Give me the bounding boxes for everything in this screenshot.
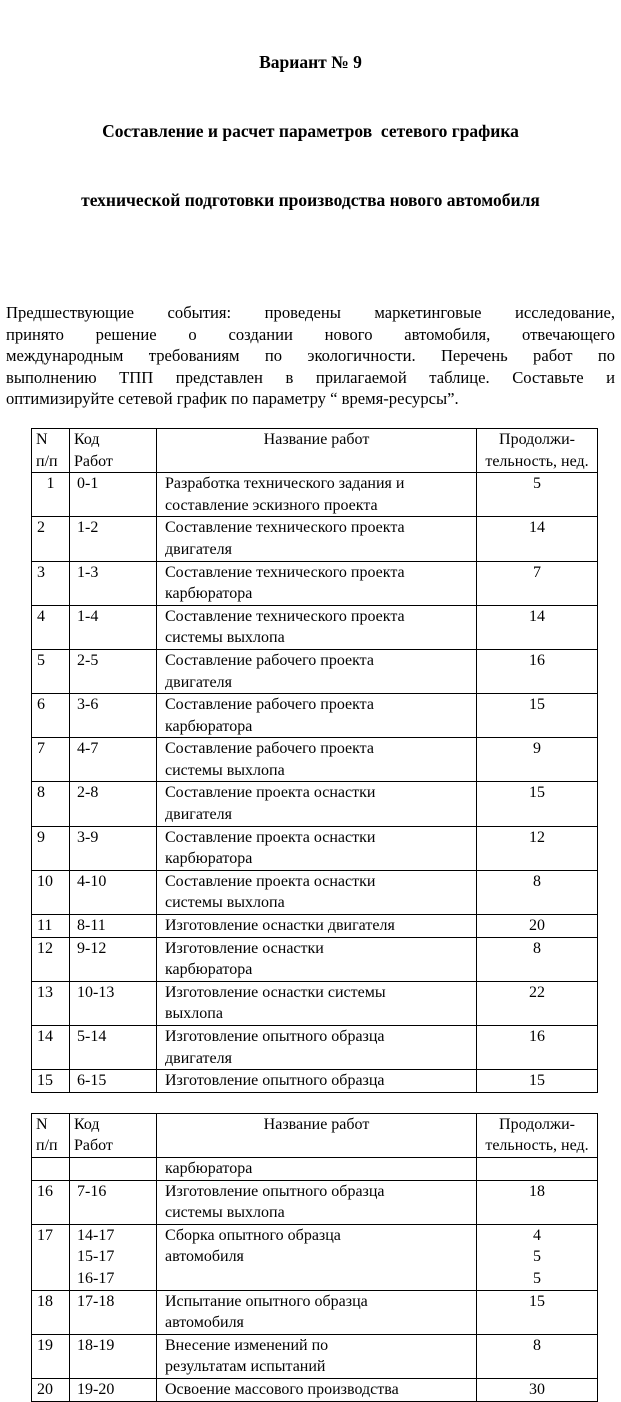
cell-line: 6 (37, 696, 45, 714)
row-number-cell (32, 1290, 70, 1334)
cell-line: тельность, нед. (485, 1137, 589, 1155)
cell-line: Код (74, 1115, 100, 1133)
cell-line: системы выхлопа (165, 761, 285, 779)
cell-line: п/п (36, 1137, 58, 1155)
cell-line: Составление проекта оснастки (165, 784, 376, 802)
table-row (32, 1157, 598, 1180)
cell-line: 2 (37, 519, 45, 537)
intro-line: международным требованиям по экологичности. Перечень работ по (6, 346, 615, 366)
work-name-cell (157, 1290, 477, 1334)
cell-line: Составление рабочего проекта (165, 696, 374, 714)
work-code-cell (70, 561, 157, 605)
work-code-cell (70, 1157, 157, 1180)
cell-line: 10-13 (77, 983, 115, 1001)
cell-line: Составление технического проекта (165, 607, 405, 625)
cell-line: 2-8 (77, 784, 99, 802)
column-header (32, 428, 70, 472)
table-row (32, 826, 598, 870)
cell-line: 1 (46, 475, 55, 493)
work-name-cell (157, 1026, 477, 1070)
table-row (32, 915, 598, 938)
row-number-cell (32, 473, 70, 517)
cell-line (77, 1158, 152, 1180)
cell-line: Изготовление опытного образца (165, 1028, 385, 1045)
intro-line: принято решение о создании нового автомобиля, отвечающего (6, 324, 615, 344)
cell-line: 18 (37, 1292, 53, 1310)
intro-line: Предшествующие события: проведены маркетинговые исследование, (6, 303, 615, 322)
cell-line: 8 (533, 872, 541, 890)
title-line-2: Составление и расчет параметров сетевого графика (102, 121, 519, 141)
duration-cell (477, 561, 598, 605)
cell-line: двигателя (165, 540, 232, 558)
work-code-cell (70, 826, 157, 870)
cell-line: 16 (529, 1028, 545, 1045)
duration-cell (477, 782, 598, 826)
duration-cell (477, 1290, 598, 1334)
cell-line: 11 (37, 917, 53, 935)
cell-line: 13 (37, 983, 53, 1001)
work-name-cell (157, 738, 477, 782)
work-code-cell (70, 473, 157, 517)
work-name-cell (157, 981, 477, 1025)
cell-line: системы выхлопа (165, 1204, 285, 1222)
cell-line: 2-5 (77, 651, 99, 669)
work-name-cell (157, 694, 477, 738)
cell-line: 16-17 (77, 1269, 115, 1287)
column-header (70, 1113, 157, 1157)
cell-line: 15 (529, 784, 545, 802)
table-row (32, 1290, 598, 1334)
works-table-2 (31, 1113, 598, 1402)
work-name-cell (157, 826, 477, 870)
table-row (32, 937, 598, 981)
works-table-2-head (32, 1113, 598, 1157)
work-name-cell (157, 937, 477, 981)
cell-line: Составление рабочего проекта (165, 651, 374, 669)
header-row (32, 428, 598, 472)
work-name-cell (157, 1157, 477, 1180)
cell-line: 15 (37, 1072, 53, 1090)
cell-line: Составление технического проекта (165, 519, 405, 537)
cell-line: тельность, нед. (485, 452, 589, 470)
column-header (32, 1113, 70, 1157)
work-code-cell (70, 517, 157, 561)
cell-line: Внесение изменений по (165, 1336, 329, 1354)
title-variant-line: Вариант № 9 (259, 52, 362, 72)
cell-line: 4-10 (77, 872, 107, 890)
row-number-cell (32, 1026, 70, 1070)
row-number-cell (32, 694, 70, 738)
cell-line: Составление технического проекта (165, 563, 405, 581)
work-code-cell (70, 981, 157, 1025)
work-code-cell (70, 1070, 157, 1093)
duration-cell (477, 1180, 598, 1224)
duration-cell (477, 1026, 598, 1070)
table-row (32, 981, 598, 1025)
duration-cell (477, 870, 598, 914)
cell-line: Освоение массового производства (165, 1380, 399, 1398)
cell-line: 18-19 (77, 1336, 115, 1354)
cell-line: выхлопа (165, 1005, 223, 1023)
table-row (32, 1334, 598, 1378)
cell-line: 14-17 (77, 1226, 115, 1244)
cell-line: 5-14 (77, 1028, 107, 1045)
row-number-cell (32, 870, 70, 914)
cell-line: Разработка технического задания и (165, 475, 405, 493)
cell-line: 8 (533, 939, 541, 957)
cell-line: 5 (533, 1269, 541, 1287)
row-number-cell (32, 517, 70, 561)
cell-line: 14 (529, 607, 545, 625)
cell-line: 15-17 (77, 1248, 115, 1266)
cell-line: N (36, 1115, 48, 1133)
column-header (477, 1113, 598, 1157)
table-row (32, 1224, 598, 1290)
work-name-cell (157, 1334, 477, 1378)
duration-cell (477, 694, 598, 738)
cell-line: 7-16 (77, 1182, 107, 1200)
table-row (32, 561, 598, 605)
cell-line: 20 (529, 917, 545, 935)
cell-line: Работ (74, 1137, 113, 1155)
duration-cell (477, 1157, 598, 1180)
row-number-cell (32, 1157, 70, 1180)
cell-line: 20 (37, 1380, 53, 1398)
cell-line: 3 (37, 563, 45, 581)
row-number-cell (32, 1224, 70, 1290)
cell-line: Составление проекта оснастки (165, 872, 376, 890)
cell-line: Продолжи- (499, 430, 575, 448)
cell-line: 14 (529, 519, 545, 537)
table-row (32, 694, 598, 738)
cell-line: 17 (37, 1226, 53, 1244)
cell-line: 3-6 (77, 696, 99, 714)
table-row (32, 782, 598, 826)
work-name-cell (157, 870, 477, 914)
cell-line: 1-3 (77, 563, 99, 581)
work-name-cell (157, 1224, 477, 1290)
duration-cell (477, 1070, 598, 1093)
cell-line: системы выхлопа (165, 894, 285, 912)
work-code-cell (70, 1334, 157, 1378)
work-code-cell (70, 1290, 157, 1334)
cell-line: карбюратора (165, 850, 253, 868)
table-row (32, 1180, 598, 1224)
cell-line: карбюратора (165, 585, 253, 603)
work-name-cell (157, 649, 477, 693)
cell-line: составление эскизного проекта (165, 496, 378, 514)
table-row (32, 649, 598, 693)
work-code-cell (70, 738, 157, 782)
table-row (32, 1378, 598, 1401)
cell-line (37, 1158, 65, 1180)
duration-cell (477, 473, 598, 517)
cell-line: системы выхлопа (165, 629, 285, 647)
cell-line: 8 (533, 1336, 541, 1354)
cell-line: двигателя (165, 673, 232, 691)
cell-line: 7 (533, 563, 541, 581)
cell-line: Изготовление оснастки системы (165, 983, 386, 1001)
cell-line: 8 (37, 784, 45, 802)
work-code-cell (70, 1026, 157, 1070)
cell-line: 5 (533, 1248, 541, 1266)
cell-line: Изготовление опытного образца (165, 1182, 385, 1200)
cell-line: 15 (529, 1072, 545, 1090)
row-number-cell (32, 649, 70, 693)
header-row (32, 1113, 598, 1157)
row-number-cell (32, 782, 70, 826)
cell-line: карбюратора (165, 1159, 253, 1177)
cell-line: автомобиля (165, 1314, 244, 1332)
work-code-cell (70, 694, 157, 738)
column-header (70, 428, 157, 472)
row-number-cell (32, 605, 70, 649)
cell-line: Название работ (263, 430, 370, 448)
cell-line: Испытание опытного образца (165, 1292, 368, 1310)
cell-line: двигателя (165, 806, 232, 824)
row-number-cell (32, 561, 70, 605)
duration-cell (477, 937, 598, 981)
row-number-cell (32, 1180, 70, 1224)
cell-line: 17-18 (77, 1292, 115, 1310)
cell-line: результатам испытаний (165, 1358, 326, 1376)
cell-line: 6-15 (77, 1072, 107, 1090)
cell-line: 8-11 (77, 917, 106, 935)
cell-line: 12 (529, 828, 545, 846)
cell-line: 14 (37, 1028, 53, 1045)
cell-line: карбюратора (165, 961, 253, 979)
work-name-cell (157, 517, 477, 561)
cell-line: 19 (37, 1336, 53, 1354)
table-row (32, 473, 598, 517)
cell-line: Изготовление оснастки (165, 939, 324, 957)
title-line-3: технической подготовки производства нового автомобиля (81, 190, 540, 210)
cell-line: 9 (37, 828, 45, 846)
cell-line: 1-4 (77, 607, 99, 625)
column-header (477, 428, 598, 472)
duration-cell (477, 517, 598, 561)
work-name-cell (157, 605, 477, 649)
work-name-cell (157, 561, 477, 605)
row-number-cell (32, 738, 70, 782)
works-table-1-head (32, 428, 598, 472)
cell-line: 5 (533, 475, 541, 493)
cell-line: Составление рабочего проекта (165, 740, 374, 758)
duration-cell (477, 649, 598, 693)
works-table-1-body (32, 473, 598, 1093)
works-table-1 (31, 428, 598, 1093)
duration-cell (477, 915, 598, 938)
table-row (32, 870, 598, 914)
row-number-cell (32, 826, 70, 870)
cell-line: 15 (529, 1292, 545, 1310)
work-code-cell (70, 605, 157, 649)
cell-line: N (36, 430, 48, 448)
cell-line: 4-7 (77, 740, 99, 758)
intro-line: выполнению ТПП представлен в прилагаемой таблице. Составьте и (6, 367, 615, 387)
intro-line: оптимизируйте сетевой график по параметру “ время-ресурсы”. (6, 389, 459, 409)
cell-line: Код (74, 430, 100, 448)
row-number-cell (32, 1070, 70, 1093)
cell-line: 12 (37, 939, 53, 957)
cell-line: 9-12 (77, 939, 107, 957)
work-name-cell (157, 1180, 477, 1224)
row-number-cell (32, 915, 70, 938)
work-code-cell (70, 782, 157, 826)
cell-line: 16 (529, 651, 545, 669)
cell-line: 30 (529, 1380, 545, 1398)
cell-line: двигателя (165, 1049, 232, 1067)
works-table-2-body (32, 1157, 598, 1401)
duration-cell (477, 738, 598, 782)
work-name-cell (157, 473, 477, 517)
row-number-cell (32, 937, 70, 981)
row-number-cell (32, 1378, 70, 1401)
cell-line: 9 (533, 740, 541, 758)
column-header (157, 428, 477, 472)
cell-line: 5 (37, 651, 45, 669)
duration-cell (477, 1334, 598, 1378)
work-name-cell (157, 1378, 477, 1401)
table-row (32, 1070, 598, 1093)
cell-line: 16 (37, 1182, 53, 1200)
work-name-cell (157, 915, 477, 938)
cell-line: Изготовление опытного образца (165, 1072, 385, 1090)
cell-line: 4 (533, 1226, 541, 1244)
table-row (32, 1026, 598, 1070)
work-code-cell (70, 915, 157, 938)
work-code-cell (70, 1378, 157, 1401)
document-title (0, 0, 621, 258)
cell-line: 19-20 (77, 1380, 115, 1398)
duration-cell (477, 605, 598, 649)
cell-line: Название работ (263, 1115, 370, 1133)
cell-line: 7 (37, 740, 45, 758)
duration-cell (477, 826, 598, 870)
table-row (32, 517, 598, 561)
cell-line: 3-9 (77, 828, 99, 846)
cell-line: Составление проекта оснастки (165, 828, 376, 846)
cell-line: автомобиля (165, 1248, 244, 1266)
work-code-cell (70, 1224, 157, 1290)
cell-line: Изготовление оснастки двигателя (165, 917, 395, 935)
work-code-cell (70, 870, 157, 914)
cell-line: Продолжи- (499, 1115, 575, 1133)
work-code-cell (70, 649, 157, 693)
cell-line (481, 1158, 593, 1180)
cell-line: Сборка опытного образца (165, 1226, 341, 1244)
work-code-cell (70, 937, 157, 981)
cell-line: п/п (36, 452, 58, 470)
duration-cell (477, 1224, 598, 1290)
cell-line: 1-2 (77, 519, 99, 537)
work-name-cell (157, 1070, 477, 1093)
cell-line: 4 (37, 607, 45, 625)
table-row (32, 605, 598, 649)
cell-line: 15 (529, 696, 545, 714)
work-name-cell (157, 782, 477, 826)
cell-line: 22 (529, 983, 545, 1001)
table-row (32, 738, 598, 782)
cell-line: 10 (37, 872, 53, 890)
duration-cell (477, 981, 598, 1025)
cell-line: 18 (529, 1182, 545, 1200)
cell-line: карбюратора (165, 717, 253, 735)
duration-cell (477, 1378, 598, 1401)
row-number-cell (32, 1334, 70, 1378)
cell-line: 0-1 (77, 475, 99, 493)
intro-paragraph (6, 302, 615, 410)
work-code-cell (70, 1180, 157, 1224)
column-header (157, 1113, 477, 1157)
row-number-cell (32, 981, 70, 1025)
cell-line: Работ (74, 452, 113, 470)
